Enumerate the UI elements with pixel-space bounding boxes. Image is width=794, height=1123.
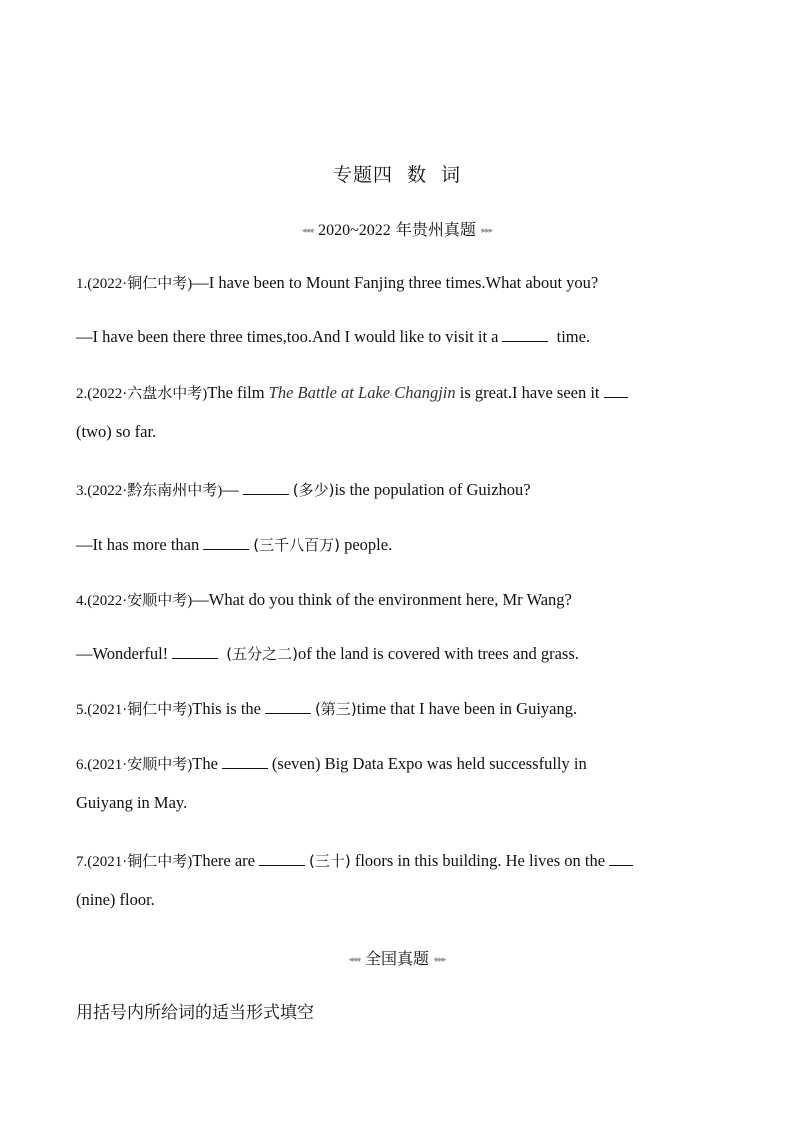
answer-blank[interactable] — [243, 480, 289, 495]
question-2-line-2: (two) so far. — [76, 422, 157, 441]
question-2-line-1: 2.(2022·六盘水中考)The film The Battle at Lake Changjin is great.I have seen it — [76, 382, 726, 403]
ornament-right-icon: ·▸▸▸ — [433, 954, 446, 965]
answer-blank[interactable] — [265, 699, 311, 714]
answer-blank[interactable] — [203, 535, 249, 550]
question-7-line-1: 7.(2021·铜仁中考)There are (三十) floors in this building. He lives on the — [76, 850, 726, 871]
question-7-line-2: (nine) floor. — [76, 890, 155, 909]
question-3-line-2: —It has more than (三千八百万) people. — [76, 535, 393, 554]
ornament-left-icon: ◂◂◂· — [301, 225, 315, 236]
question-5: 5.(2021·铜仁中考)This is the (第三)time that I have been in Guiyang. — [76, 699, 578, 718]
question-4-line-2: —Wonderful! (五分之二)of the land is covered with trees and grass. — [76, 644, 579, 663]
question-1-line-2: —I have been there three times,too.And I would like to visit it a time. — [76, 327, 591, 346]
answer-blank[interactable] — [259, 851, 305, 866]
question-6-line-2: Guiyang in May. — [76, 793, 188, 812]
answer-blank[interactable] — [502, 327, 548, 342]
answer-blank[interactable] — [609, 851, 633, 866]
answer-blank[interactable] — [172, 644, 218, 659]
section-heading-national: ◂◂◂· 全国真题 ·▸▸▸ — [348, 949, 446, 968]
page-title: 专题四 数 词 — [332, 164, 462, 186]
section-heading-guizhou: ◂◂◂· 2020~2022 年贵州真题 ·▸▸▸ — [301, 220, 493, 239]
question-4-line-1: 4.(2022·安顺中考)—What do you think of the environment here, Mr Wang? — [76, 590, 572, 609]
question-1-line-1: 1.(2022·铜仁中考)—I have been to Mount Fanjing three times.What about you? — [76, 273, 599, 292]
ornament-right-icon: ·▸▸▸ — [479, 225, 493, 236]
answer-blank[interactable] — [222, 754, 268, 769]
ornament-left-icon: ◂◂◂· — [348, 954, 361, 965]
answer-blank[interactable] — [604, 383, 628, 398]
question-3-line-1: 3.(2022·黔东南州中考)— (多少)is the population of Guizhou? — [76, 480, 531, 499]
instruction-text: 用括号内所给词的适当形式填空 — [76, 1003, 314, 1023]
question-6-line-1: 6.(2021·安顺中考)The (seven) Big Data Expo was held successfully in — [76, 754, 587, 773]
